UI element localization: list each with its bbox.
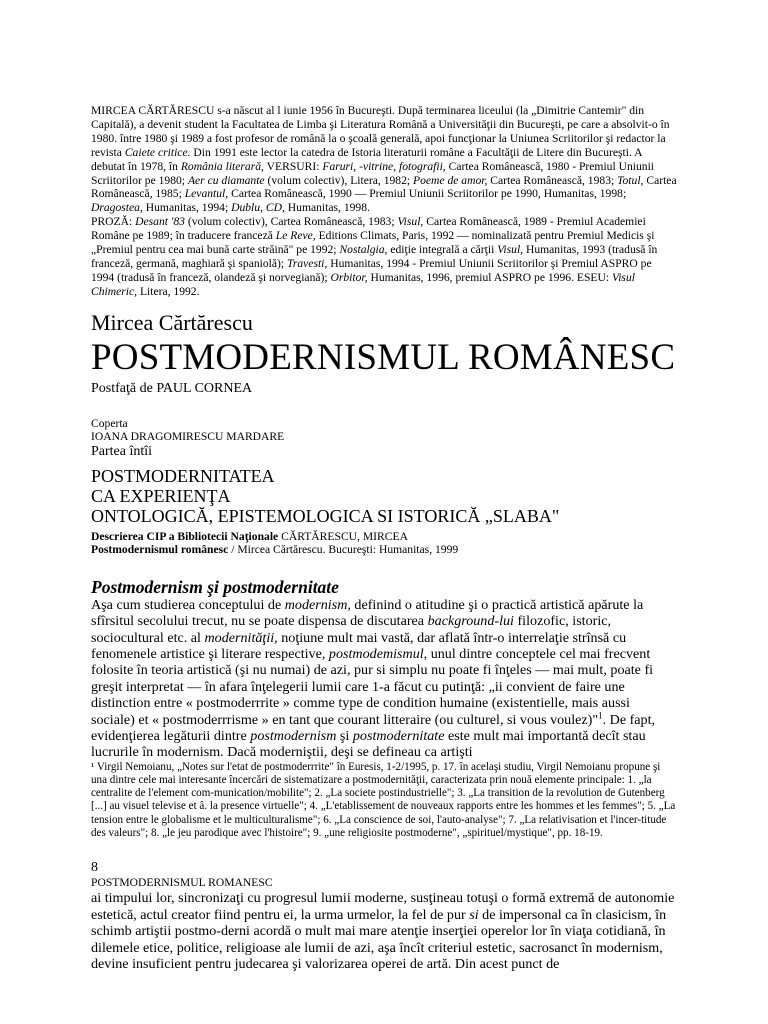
bio-text: ediţie integrală a cărţii [387,243,498,257]
document-page [91,104,677,973]
bio-text: MIRCEA CĂRTĂRESCU s-a născut al l iunie 1956 în Bucureşti. După terminarea liceului (la „Dimitrie Cantemir" din Capitală), a devenit student la Facultatea de Limba şi Literatura Română a Universităţii din Bucureşti, pe care a absolvit-o în 1980. între 1980 şi 1989 a fost profesor de română la o şcoală generală, apoi funcţionar la Uniunea Scriitorilor şi redactor la revista [91,104,670,159]
body-italic: modernităţii, [204,629,278,646]
cip-line-2 [91,543,677,557]
bio-text: PROZĂ: [91,215,136,229]
body-text: filozofic, istoric, sociocultural etc. al [91,613,612,646]
chapter-title: Postmodernism şi postmodernitate [91,576,339,597]
body-text: ai timpului lor, sincronizaţi cu progresul lumii moderne, susţineau totuşi o formă extremă de autonomie estetică, actul creator fiind pentru ei, la urma urmelor, la fel de pur [91,889,675,923]
bio-text: Cartea Românească, 1990 — Premiul Uniunii Scriitorilor pe 1990, Humanitas, 1998; [228,187,627,201]
body-text: . De fapt, evidenţierea legăturii dintre [91,711,656,744]
footnote-ref: 1 [598,709,603,720]
page-number: 8 [91,859,98,875]
bio-text: Cartea Românească, 1980 - Premiul Uniunii Scriitorilor pe 1980; [91,159,655,187]
body-text: unul dintre conceptele cel mai frecvent folosite în teoria artistică (şi nu numai) de azi, pur si simplu nu poate fi înţeles — mai mult, poate fi greşit interpretat — în afara înţelegerii lumii care 1-a făcut cu putinţă: „ii convient de faire une distinction entre « postmoderrrite » comme type de condition humaine (existentielle, mais aussi sociale) et « postmoderrrisme » en tant que courant litteraire (ou culturel, si vous voulez)" [91,645,654,728]
part-title-line-2: CA EXPERIENŢA [91,485,231,506]
bio-italic: Poeme de amor, [413,173,488,187]
author-name: Mircea Cărtărescu [91,309,253,335]
body-italic: postmodernitate [352,727,445,744]
footnote: ¹ Virgil Nemoianu, „Notes sur l'etat de postmoderrrite" în Euresis, 1-2/1995, p. 17. în acelaşi studiu, Virgil Nemoianu propune şi una dintre cele mai interesante încercări de sistematizare a postmodernităţii, caracterizata prin nouă elemente principale: 1. „la centralite de l'element com-munication/mobilite"; 2. „La societe postindustrielle"; 3. „La transition de la revolution de Gutenberg [...] au visuel televise et â. la presence virtuelle"; 4. „L'etablissement de nouveaux rapports entre les hommes et les femmes"; 5. „La tension entre le globalisme et le multiculturalisme"; 6. „La conscience de soi, l'auto-analyse"; 7. „La relativisation et l'incer-titude des valeurs"; 8. „le jeu parodique avec l'histoire"; 9. „une religiosite postmoderne", „spirituel/mystique", pp. 18-19. [91,760,676,839]
author-biography [91,104,677,299]
afterword-credit: Postfaţă de PAUL CORNEA [91,380,253,396]
cip-author: CĂRTĂRESCU, MIRCEA [278,529,408,543]
bio-italic: Dragostea, [91,201,143,215]
cip-title: Postmodernismul românesc [91,543,229,557]
bio-italic: Caiete critice. [124,145,191,159]
bio-text: (volum colectiv), Cartea Românească, 1983; [184,215,398,229]
body-text: noţiune mult mai vastă, dar aflată într-o interrelaţie strînsă cu fenomenele artistice şi literare respective, [91,629,627,662]
bio-italic: Levantul, [184,187,229,201]
part-title-line-1: POSTMODERNITATEA [91,465,275,486]
bio-italic: Aer cu diamante [187,173,265,187]
body-italic: modernism, [284,596,351,613]
cip-block [91,530,677,557]
bio-text: Editions Climats, Paris, 1992 — nominalizată pentru Premiul Medicis şi „Premiul pentru cea mai bună carte străină" pe 1992; [91,229,655,257]
cover-designer: IOANA DRAGOMIRESCU MARDARE [91,430,285,444]
bio-italic: Faruri, -vitrine, fotografii, [322,159,446,173]
cip-heading: Descrierea CIP a Bibliotecii Naţionale [91,529,279,543]
bio-text: Cartea Românească, 1983; [487,173,618,187]
bio-italic: Dublu, CD, [231,201,285,215]
bio-text: Din 1991 este lector la catedra de Istoria literaturii române a Facultăţii de Litere din Bucureşti. A debutat în 1978, în [91,145,642,173]
body-italic: postmodemismul, [328,645,428,662]
bio-text: Humanitas, 1996, premiul ASPRO pe 1996. ESEU: [367,270,612,284]
book-title: POSTMODERNISMUL ROMÂNESC [91,336,676,378]
cip-line-1 [91,530,677,544]
cover-label: Coperta [91,416,128,430]
bio-text: VERSURI: [263,159,323,173]
bio-italic: Orbitor, [330,270,368,284]
body-text: şi [336,727,353,744]
cip-publication: / Mircea Cărtărescu. Bucureşti: Humanitas, 1999 [228,543,459,557]
part-label: Partea întîi [91,443,153,459]
running-header: POSTMODERNISMUL ROMANESC [91,875,273,889]
continuation-paragraph [91,890,677,973]
bio-italic: Visul Chimeric, [91,270,635,298]
body-text: Aşa cum studierea conceptului de [91,596,285,613]
bio-italic: Travesti, [287,256,328,270]
bio-italic: Desant '83 [135,215,185,229]
body-text: definind o atitudine şi o practică artistică apărute la sfîrsitul secolului trecut, nu se poate dispensa de discutarea [91,596,644,630]
bio-text: Cartea Românească, 1989 - Premiul Academiei Române pe 1989; în traducere franceză [91,215,646,243]
bio-text: Litera, 1992. [137,284,200,298]
body-italic: si [469,906,479,923]
bio-text: Cartea Românească, 1985; [91,173,677,201]
bio-text: (volum colectiv), Litera, 1982; [264,173,413,187]
body-italic: background-lui [427,613,514,630]
body-paragraph [91,597,677,761]
part-title-line-3: ONTOLOGICĂ, EPISTEMOLOGICA SI ISTORICĂ „SLABA" [91,505,560,526]
bio-text: Humanitas, 1993 (tradusă în franceză, germană, maghiară şi spaniolă); [91,243,658,270]
body-text: de impersonal ca în clasicism, în schimb artiştii postmo-derni acordă o mult mai mare atenţie inserţiei operelor lor în viaţa cotidiană, în dilemele etice, politice, religioase ale lumii de azi, aşa încît criteriul estetic, sacrosanct în modernism, devine insuficient pentru judecarea şi valorizarea operei de artă. Din acest punct de [91,906,667,973]
bio-italic: Visul, [497,243,524,257]
bio-text: Humanitas, 1994; [142,201,232,215]
body-text: este mult mai importantă decît stau lucrurile în modernism. Dacă moderniştii, deşi se defineau ca artişti [91,727,646,761]
bio-italic: Nostalgia, [339,243,388,257]
bio-text: Humanitas, 1998. [284,201,370,215]
bio-text: Humanitas, 1994 - Premiul Uniunii Scriitorilor şi Premiul ASPRO pe 1994 (tradusă în franceză, olandeză şi norvegiană); [91,256,652,284]
bio-italic: Le Reve, [275,229,316,243]
bio-italic: Totul, [617,173,644,187]
bio-italic: România literară, [180,159,264,173]
bio-italic: Visul, [397,215,424,229]
body-italic: postmodernism [250,727,337,744]
